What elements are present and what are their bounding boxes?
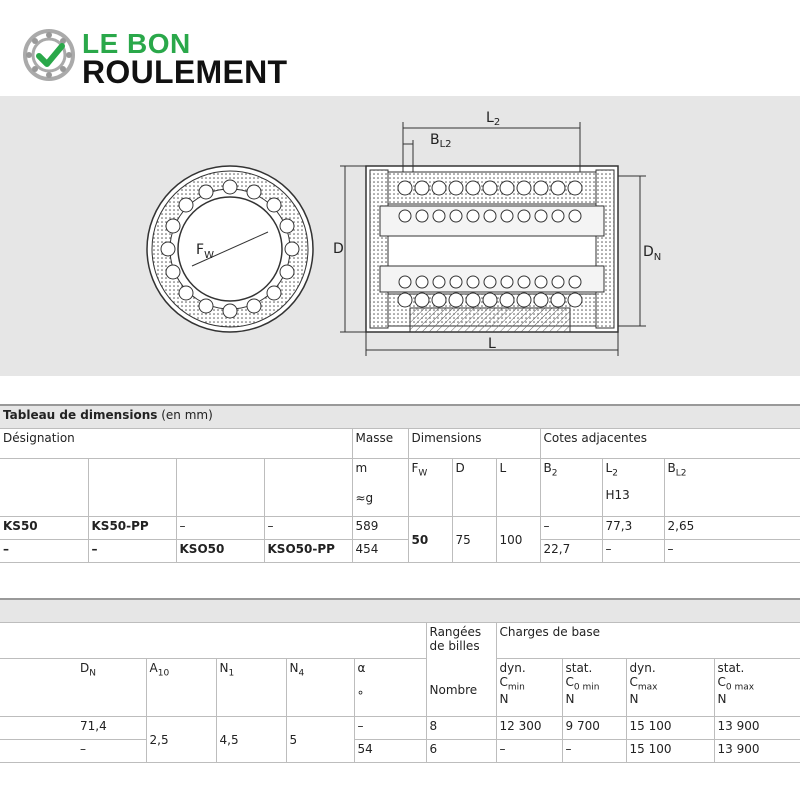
logo-line-2: ROULEMENT [82,54,288,90]
header-row-1 [0,429,800,459]
svg-text:DN: $D_N$ [643,244,662,263]
table-title-row [0,405,800,429]
table-row: 71,4 2,5 4,5 5 – 8 12 300 9 700 15 100 13 900 [0,717,800,740]
load-table [0,598,800,763]
header-cotes: Cotes adjacentes [540,429,800,459]
bearing-drawing-svg [0,96,800,376]
svg-text:L2: $L_2$ [486,110,501,128]
table2-header-row-2: $D_N$ $A_{10}$ $N_1$ $N_4$ α ° dyn. $C_{min}$ N stat. $C_{0 min}$ N dyn. $C_{max}$ N stat. $C_{0 max}$ N [0,659,800,717]
front-view [147,166,313,332]
header-masse: Masse [352,429,408,459]
svg-text:BL2: $B_{L2}$ [430,132,452,150]
bearing-check-icon [22,28,76,82]
svg-text:L: L [488,336,496,352]
table-row: – – KSO50 KSO50-PP 454 22,7 – – [0,540,800,563]
header-charges: Charges de base [496,623,800,659]
svg-text:D: D [333,241,344,257]
brand-logo [22,26,322,90]
table-title: Tableau de dimensions [3,408,158,422]
svg-text:FW: $F_W$ [196,242,214,261]
table2-title-row [0,599,800,623]
header-dimensions: Dimensions [408,429,540,459]
header-d: D [452,459,496,517]
header-l: L [496,459,540,517]
logo-line-1: LE BON [82,28,191,59]
side-view [333,110,661,356]
table-row: – 54 6 – – 15 100 13 900 [0,740,800,763]
dimensions-table [0,404,800,563]
value-n1: 4,5 [216,717,286,763]
technical-drawing [0,96,800,376]
value-n4: 5 [286,717,354,763]
table-title-unit: (en mm) [157,408,213,422]
header-row-2: m ≈g $F_W$ D L $B_2$ $L_2$ H13 $B_{L2}$ [0,459,800,517]
header-designation: Désignation [0,429,352,459]
header-g: ≈g [355,491,374,505]
header-m: m [355,461,368,475]
value-d: 75 [452,517,496,563]
table2-header-row-1 [0,623,800,659]
header-rangees: Rangées de billes Nombre [426,623,496,717]
table-row: KS50 KS50-PP – – 589 50 75 100 – 77,3 2,65 [0,517,800,540]
value-l: 100 [496,517,540,563]
value-fw: 50 [408,517,452,563]
value-a10: 2,5 [146,717,216,763]
